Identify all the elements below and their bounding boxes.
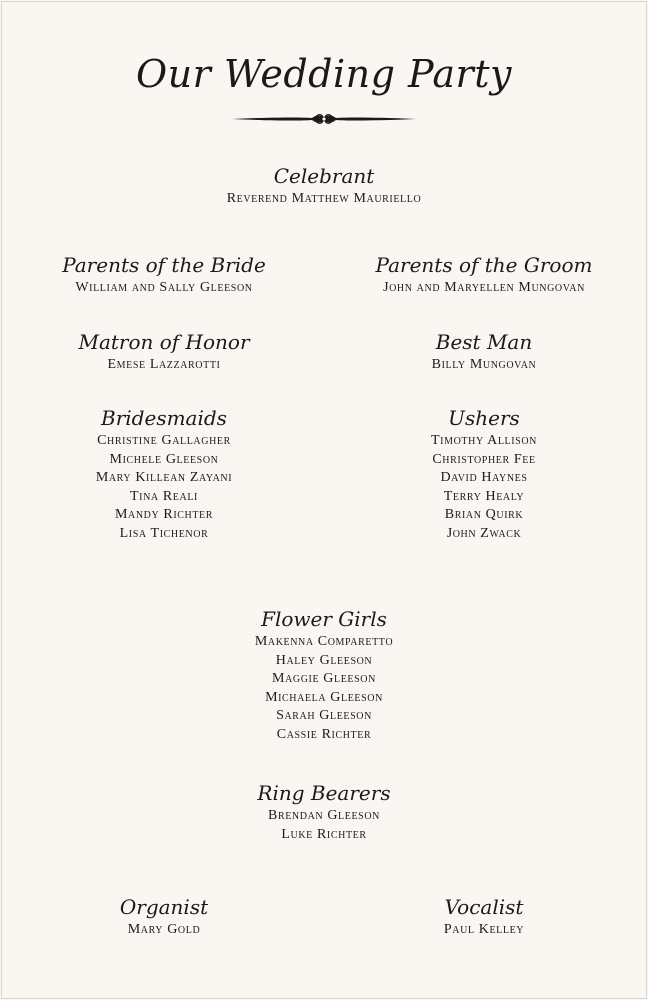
name-list bbox=[14, 921, 314, 940]
list-item: Luke Richter bbox=[281, 826, 367, 842]
name-list bbox=[124, 633, 524, 745]
list-item: David Haynes bbox=[440, 470, 528, 486]
name-list bbox=[14, 356, 314, 375]
list-item: Christine Gallagher bbox=[97, 433, 231, 448]
bridesmaids-section bbox=[14, 404, 314, 544]
parents-of-groom-section bbox=[334, 251, 634, 298]
list-item: Emese Lazzarotti bbox=[107, 357, 221, 372]
matron-of-honor-section bbox=[14, 328, 314, 375]
organist-section bbox=[14, 893, 314, 940]
list-item: Maggie Gleeson bbox=[272, 671, 376, 687]
list-item: Terry Healy bbox=[443, 488, 525, 504]
name-list bbox=[14, 432, 314, 544]
list-item: Sarah Gleeson bbox=[276, 708, 372, 724]
ushers-section bbox=[334, 404, 634, 544]
name-list bbox=[334, 921, 634, 940]
parents-of-bride-section bbox=[14, 251, 314, 298]
ornamental-divider-icon bbox=[230, 110, 418, 128]
list-item: Christopher Fee bbox=[432, 451, 536, 467]
section-heading: Flower Girls bbox=[261, 607, 387, 631]
section-heading: Best Man bbox=[435, 330, 533, 354]
list-item: Michaela Gleeson bbox=[265, 689, 383, 705]
celebrant-section bbox=[124, 162, 524, 209]
ring-bearers-section bbox=[124, 779, 524, 844]
list-item: Michele Gleeson bbox=[109, 451, 219, 467]
list-item: Tina Reali bbox=[130, 488, 198, 504]
name-list bbox=[334, 279, 634, 298]
list-item: John and Maryellen Mungovan bbox=[383, 280, 585, 295]
name-list bbox=[14, 279, 314, 298]
list-item: Lisa Tichenor bbox=[119, 525, 209, 541]
list-item: Makenna Comparetto bbox=[254, 634, 394, 649]
list-item: Reverend Matthew Mauriello bbox=[226, 191, 422, 206]
section-heading: Organist bbox=[119, 895, 209, 919]
list-item: Mary Killean Zayani bbox=[95, 470, 233, 486]
list-item: William and Sally Gleeson bbox=[75, 280, 253, 295]
section-heading: Celebrant bbox=[273, 164, 375, 188]
name-list bbox=[334, 356, 634, 375]
section-heading: Vocalist bbox=[444, 895, 524, 919]
list-item: Billy Mungovan bbox=[431, 357, 537, 372]
section-heading: Parents of the Groom bbox=[375, 253, 593, 277]
list-item: Timothy Allison bbox=[431, 433, 537, 448]
list-item: John Zwack bbox=[446, 525, 522, 541]
list-item: Haley Gleeson bbox=[275, 652, 373, 668]
list-item: Brendan Gleeson bbox=[268, 808, 380, 823]
list-item: Paul Kelley bbox=[443, 922, 525, 937]
section-heading: Parents of the Bride bbox=[62, 253, 266, 277]
list-item: Brian Quirk bbox=[444, 507, 524, 523]
section-heading: Ushers bbox=[448, 406, 520, 430]
best-man-section bbox=[334, 328, 634, 375]
list-item: Mary Gold bbox=[127, 922, 201, 937]
section-heading: Bridesmaids bbox=[101, 406, 227, 430]
vocalist-section bbox=[334, 893, 634, 940]
name-list bbox=[124, 190, 524, 209]
section-heading: Matron of Honor bbox=[78, 330, 250, 354]
name-list bbox=[334, 432, 634, 544]
page-title: Our Wedding Party bbox=[136, 52, 512, 96]
list-item: Cassie Richter bbox=[276, 726, 372, 742]
list-item: Mandy Richter bbox=[114, 507, 214, 523]
section-heading: Ring Bearers bbox=[257, 781, 391, 805]
flower-girls-section bbox=[124, 605, 524, 745]
name-list bbox=[124, 807, 524, 844]
